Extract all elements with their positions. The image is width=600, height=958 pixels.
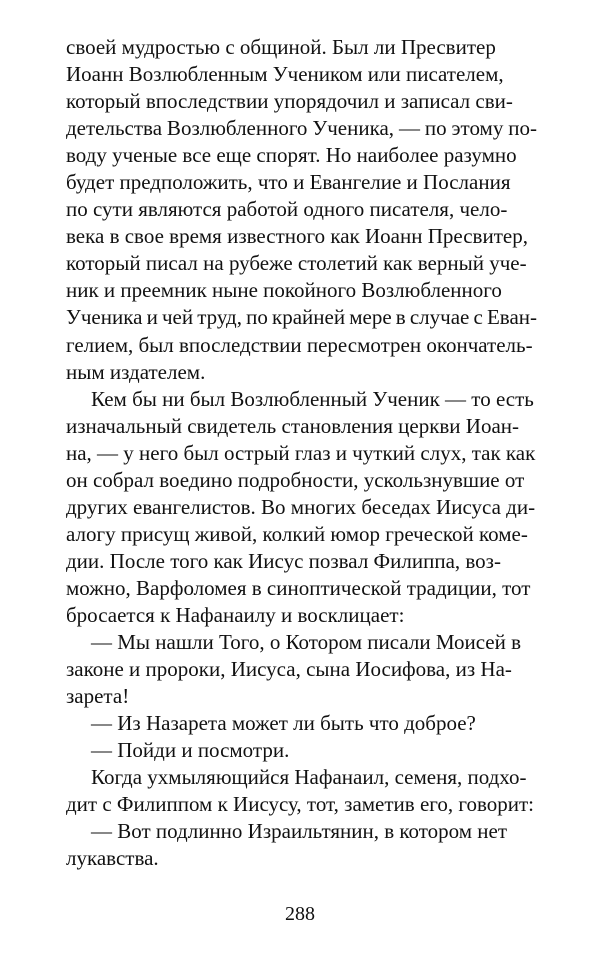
text-line: века в свое время известного как Иоанн Пресвитер, <box>66 224 528 249</box>
book-page-text <box>66 34 537 872</box>
page-number: 288 <box>285 903 315 925</box>
text-line: Кем бы ни был Возлюбленный Ученик — то есть <box>91 386 534 411</box>
text-line: алогу присущ живой, колкий юмор греческой коме- <box>66 521 528 546</box>
text-line: будет предположить, что и Евангелие и Послания <box>66 170 511 195</box>
text-line: других евангелистов. Во многих беседах Иисуса ди- <box>66 494 536 519</box>
text-line: лукавства. <box>66 846 159 871</box>
text-line: Иоанн Возлюбленным Учеником или писателем, <box>66 62 504 87</box>
text-line: на, — у него был острый глаз и чуткий слух, так как <box>66 440 536 465</box>
text-line: гелием, был впоследствии пересмотрен окончатель- <box>66 332 533 357</box>
text-line: воду ученые все еще спорят. Но наиболее разумно <box>66 143 517 168</box>
text-line: законе и пророки, Иисуса, сына Иосифова, из На- <box>66 657 512 682</box>
text-line: Когда ухмыляющийся Нафанаил, семеня, подхо- <box>91 765 527 790</box>
text-line: ным издателем. <box>66 359 206 384</box>
text-line: — Пойди и посмотри. <box>91 738 290 763</box>
text-line: детельства Возлюбленного Ученика, — по этому по- <box>66 116 537 141</box>
text-line: он собрал воедино подробности, ускользнувшие от <box>66 467 525 492</box>
text-line: можно, Варфоломея в синоптической традиции, тот <box>66 575 531 600</box>
text-line: зарета! <box>66 684 130 709</box>
text-line: дит с Филиппом к Иисусу, тот, заметив его, говорит: <box>66 792 534 817</box>
text-line: — Из Назарета может ли быть что доброе? <box>91 711 476 736</box>
text-line: дии. После того как Иисус позвал Филиппа, воз- <box>66 548 501 573</box>
text-line: — Вот подлинно Израильтянин, в котором нет <box>91 819 508 844</box>
text-line: — Мы нашли Того, о Котором писали Моисей в <box>91 630 522 655</box>
text-line: своей мудростью с общиной. Был ли Пресвитер <box>66 35 496 59</box>
text-line: бросается к Нафанаилу и восклицает: <box>66 602 405 627</box>
text-line: который впоследствии упорядочил и записал сви- <box>66 89 513 114</box>
text-line: изначальный свидетель становления церкви Иоан- <box>66 413 520 438</box>
text-line: Ученика и чей труд, по крайней мере в случае с Еван- <box>66 305 537 330</box>
text-line: который писал на рубеже столетий как верный уче- <box>66 251 527 276</box>
text-line: ник и преемник ныне покойного Возлюбленного <box>66 278 502 303</box>
text-line: по сути являются работой одного писателя, чело- <box>66 197 508 222</box>
